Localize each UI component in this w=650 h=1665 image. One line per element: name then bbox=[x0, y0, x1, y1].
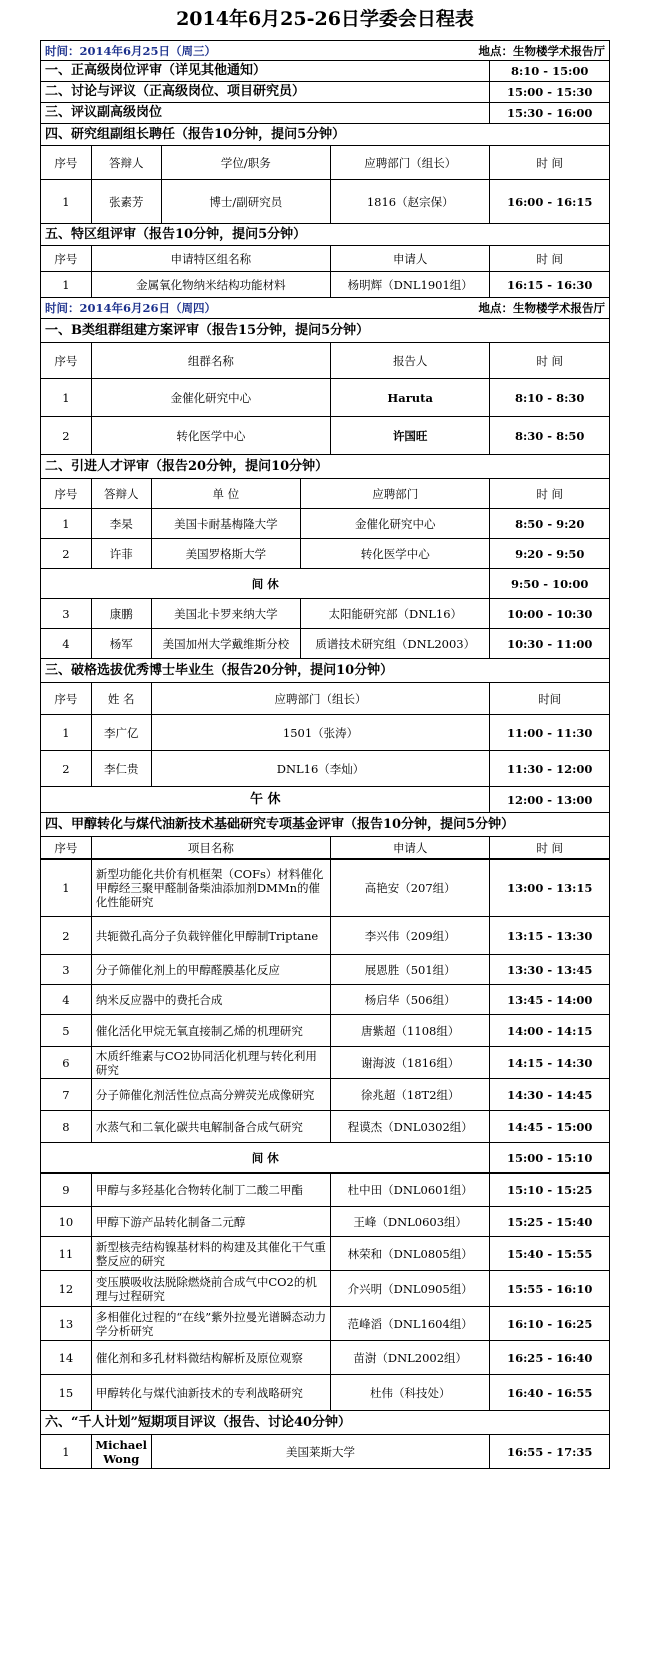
day2-talent-title: 二、引进人才评审（报告20分钟，提问10分钟） bbox=[40, 455, 610, 479]
day2-secB-title: 一、B类组群组建方案评审（报告15分钟，提问5分钟） bbox=[40, 319, 610, 343]
table-row: 1 李杲 美国卡耐基梅隆大学 金催化研究中心 8:50 - 9:20 bbox=[40, 509, 610, 539]
table-row: 14 催化剂和多孔材料微结构解析及原位观察 苗澍（DNL2002组） 16:25 - 16:40 bbox=[40, 1341, 610, 1375]
table-row: 9 甲醇与多羟基化合物转化制丁二酸二甲酯 杜中田（DNL0601组） 15:10 - 15:25 bbox=[40, 1173, 610, 1207]
lunch-row: 午 休 12:00 - 13:00 bbox=[40, 787, 610, 813]
day1-sec3: 三、评议副高级岗位 15:30 - 16:00 bbox=[40, 103, 610, 124]
table-row: 1 金属氧化物纳米结构功能材料 杨明辉（DNL1901组） 16:15 - 16:30 bbox=[40, 272, 610, 298]
day2-header bbox=[40, 298, 610, 319]
page-title: 2014年6月25-26日学委会日程表 bbox=[176, 8, 474, 30]
schedule-table bbox=[40, 40, 610, 1469]
table-row: 4 杨军 美国加州大学戴维斯分校 质谱技术研究组（DNL2003） 10:30 - 11:00 bbox=[40, 629, 610, 659]
table-row: 15 甲醇转化与煤代油新技术的专利战略研究 杜伟（科技处） 16:40 - 16:55 bbox=[40, 1375, 610, 1411]
day2-fund-header: 序号 项目名称 申请人 时 间 bbox=[40, 837, 610, 859]
table-row: 3 分子筛催化剂上的甲醇醛膜基化反应 展恩胜（501组） 13:30 - 13:45 bbox=[40, 955, 610, 985]
day2-phd-header: 序号 姓 名 应聘部门（组长） 时间 bbox=[40, 683, 610, 715]
table-row: 8 水蒸气和二氧化碳共电解制备合成气研究 程谟杰（DNL0302组） 14:45 - 15:00 bbox=[40, 1111, 610, 1143]
table-row: 2 许菲 美国罗格斯大学 转化医学中心 9:20 - 9:50 bbox=[40, 539, 610, 569]
day2-location: 地点：生物楼学术报告厅 bbox=[478, 301, 605, 315]
day1-sec2: 二、讨论与评议（正高级岗位、项目研究员） 15:00 - 15:30 bbox=[40, 82, 610, 103]
day2-fund-title: 四、甲醇转化与煤代油新技术基础研究专项基金评审（报告10分钟，提问5分钟） bbox=[40, 813, 610, 837]
day1-sec1: 一、正高级岗位评审（详见其他通知） 8:10 - 15:00 bbox=[40, 61, 610, 82]
table-row: 1 李广亿 1501（张涛） 11:00 - 11:30 bbox=[40, 715, 610, 751]
day1-header bbox=[40, 40, 610, 61]
day2-phd-title: 三、破格选拔优秀博士毕业生（报告20分钟，提问10分钟） bbox=[40, 659, 610, 683]
table-row: 4 纳米反应器中的费托合成 杨启华（506组） 13:45 - 14:00 bbox=[40, 985, 610, 1015]
break-row: 间 休 9:50 - 10:00 bbox=[40, 569, 610, 599]
day2-talent-header: 序号 答辩人 单 位 应聘部门 时 间 bbox=[40, 479, 610, 509]
table-row: 2 李仁贵 DNL16（李灿） 11:30 - 12:00 bbox=[40, 751, 610, 787]
table-row: 12 变压膜吸收法脱除燃烧前合成气中CO2的机理与过程研究 介兴明（DNL0905组） 15:55 - 16:10 bbox=[40, 1271, 610, 1307]
table-row: 5 催化活化甲烷无氧直接制乙烯的机理研究 唐紫超（1108组） 14:00 - 14:15 bbox=[40, 1015, 610, 1047]
table-row: 13 多相催化过程的“在线”紫外拉曼光谱瞬态动力学分析研究 范峰滔（DNL1604组） 16:10 - 16:25 bbox=[40, 1307, 610, 1341]
day1-sec5-title: 五、特区组评审（报告10分钟，提问5分钟） bbox=[40, 224, 610, 246]
table-row: 1 新型功能化共价有机框架（COFs）材料催化甲醇经三聚甲醛制备柴油添加剂DMMn的催化性能研究 高艳安（207组） 13:00 - 13:15 bbox=[40, 859, 610, 917]
break-row: 间 休 15:00 - 15:10 bbox=[40, 1143, 610, 1173]
day1-sec4-title: 四、研究组副组长聘任（报告10分钟，提问5分钟） bbox=[40, 124, 610, 146]
day2-secB-header: 序号 组群名称 报告人 时 间 bbox=[40, 343, 610, 379]
table-row: 1 金催化研究中心 Haruta 8:10 - 8:30 bbox=[40, 379, 610, 417]
day1-sec5-header: 序号 申请特区组名称 申请人 时 间 bbox=[40, 246, 610, 272]
day1-location: 地点：生物楼学术报告厅 bbox=[478, 43, 605, 58]
table-row: 7 分子筛催化剂活性位点高分辨荧光成像研究 徐兆超（18T2组） 14:30 - 14:45 bbox=[40, 1079, 610, 1111]
day1-date: 时间：2014年6月25日（周三） bbox=[45, 43, 217, 58]
table-row: 10 甲醇下游产品转化制备二元醇 王峰（DNL0603组） 15:25 - 15:40 bbox=[40, 1207, 610, 1237]
table-row: 1 张素芳 博士/副研究员 1816（赵宗保） 16:00 - 16:15 bbox=[40, 180, 610, 224]
table-row: 2 共轭微孔高分子负载锌催化甲醇制Triptane 李兴伟（209组） 13:15 - 13:30 bbox=[40, 917, 610, 955]
table-row: 11 新型核壳结构镍基材料的构建及其催化干气重整反应的研究 林荣和（DNL0805组） 15:40 - 15:55 bbox=[40, 1237, 610, 1271]
table-row: 2 转化医学中心 许国旺 8:30 - 8:50 bbox=[40, 417, 610, 455]
day2-thousand-title: 六、“千人计划”短期项目评议（报告、讨论40分钟） bbox=[40, 1411, 610, 1435]
table-row: 1 Michael Wong 美国莱斯大学 16:55 - 17:35 bbox=[40, 1435, 610, 1469]
table-row: 6 木质纤维素与CO2协同活化机理与转化利用研究 谢海波（1816组） 14:15 - 14:30 bbox=[40, 1047, 610, 1079]
day2-date: 时间：2014年6月26日（周四） bbox=[45, 301, 217, 315]
table-row: 3 康鹏 美国北卡罗来纳大学 太阳能研究部（DNL16） 10:00 - 10:30 bbox=[40, 599, 610, 629]
day1-sec4-header: 序号 答辩人 学位/职务 应聘部门（组长） 时 间 bbox=[40, 146, 610, 180]
